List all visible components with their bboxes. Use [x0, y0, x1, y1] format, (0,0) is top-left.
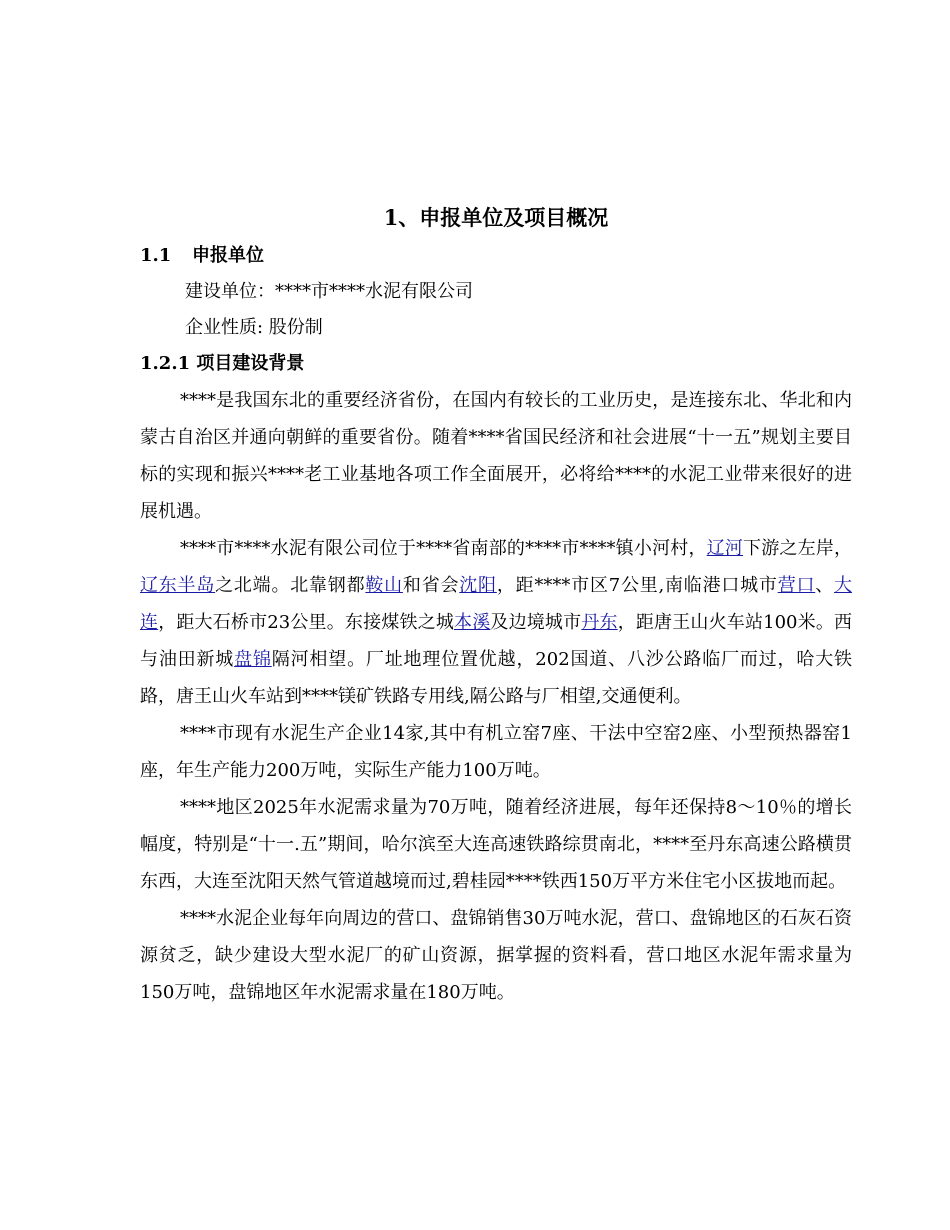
heading-number: 1.2.1 [140, 353, 191, 374]
text-segment: 之北端。北靠钢都 [215, 575, 366, 596]
link-shenyang[interactable]: 沈阳 [459, 575, 497, 596]
heading-label: 申报单位 [192, 245, 264, 266]
heading-1-1 [140, 238, 852, 274]
builder-line: 建设单位：****市****水泥有限公司 [185, 281, 473, 302]
link-panjin[interactable]: 盘锦 [234, 649, 272, 670]
section-title: 1、申报单位及项目概况 [383, 205, 609, 230]
link-anshan[interactable]: 鞍山 [365, 575, 403, 596]
paragraph-sales: ****水泥企业每年向周边的营口、盘锦销售30万吨水泥，营口、盘锦地区的石灰石资源贫乏，缺少建设大型水泥厂的矿山资源，据掌握的资料看，营口地区水泥年需求量为150万吨，盘锦地区年水泥需求量在180万吨。 [140, 908, 852, 1003]
link-liaohe[interactable]: 辽河 [706, 538, 744, 559]
text-segment: 、 [815, 575, 835, 596]
paragraph-background: ****是我国东北的重要经济省份，在国内有较长的工业历史，是连接东北、华北和内蒙古自治区并通向朝鲜的重要省份。随着****省国民经济和社会进展“十一五”规划主要目标的实现和振兴****老工业基地各项工作全面展开，必将给****的水泥工业带来很好的进展机遇。 [140, 390, 852, 522]
heading-label: 项目建设背景 [196, 353, 305, 374]
text-segment: ，距****市区7公里,南临港口城市 [496, 575, 778, 596]
link-yingkou[interactable]: 营口 [777, 575, 816, 596]
link-liaodong-peninsula[interactable]: 辽东半岛 [140, 575, 216, 596]
paragraph-capacity: ****市现有水泥生产企业14家,其中有机立窑7座、干法中空窑2座、小型预热器窑1座，年生产能力200万吨，实际生产能力100万吨。 [140, 723, 852, 781]
document-page [140, 200, 852, 1011]
link-dandong[interactable]: 丹东 [581, 612, 618, 633]
text-segment: 和省会 [402, 575, 460, 596]
text-segment: 下游之左岸， [743, 538, 853, 559]
text-segment: ，距唐王山火车站100米。西与油田新城 [140, 612, 853, 670]
text-segment: 及边境城市 [490, 612, 582, 633]
text-segment: ，距大石桥市23公里。东接煤铁之城 [158, 612, 455, 633]
heading-1-2-1 [140, 346, 852, 382]
link-dalian[interactable]: 大连 [140, 575, 853, 633]
text-segment: ****市****水泥有限公司位于****省南部的****市****镇小河村， [180, 538, 707, 559]
paragraph-demand: ****地区2025年水泥需求量为70万吨，随着经济进展，每年还保持8～10％的增长幅度，特别是“十一.五”期间，哈尔滨至大连高速铁路综贯南北，****至丹东高速公路横贯东西，大连至沈阳天然气管道越境而过,碧桂园****铁西150万平方米住宅小区拔地而起。 [140, 797, 852, 892]
heading-number: 1.1 [140, 245, 172, 266]
link-benxi[interactable]: 本溪 [454, 612, 491, 633]
enterprise-nature-line: 企业性质: 股份制 [185, 317, 323, 338]
paragraph-location [140, 530, 852, 715]
text-segment: 隔河相望。厂址地理位置优越，202国道、八沙公路临厂而过，哈大铁路，唐王山火车站到****镁矿铁路专用线,隔公路与厂相望,交通便利。 [140, 649, 853, 707]
